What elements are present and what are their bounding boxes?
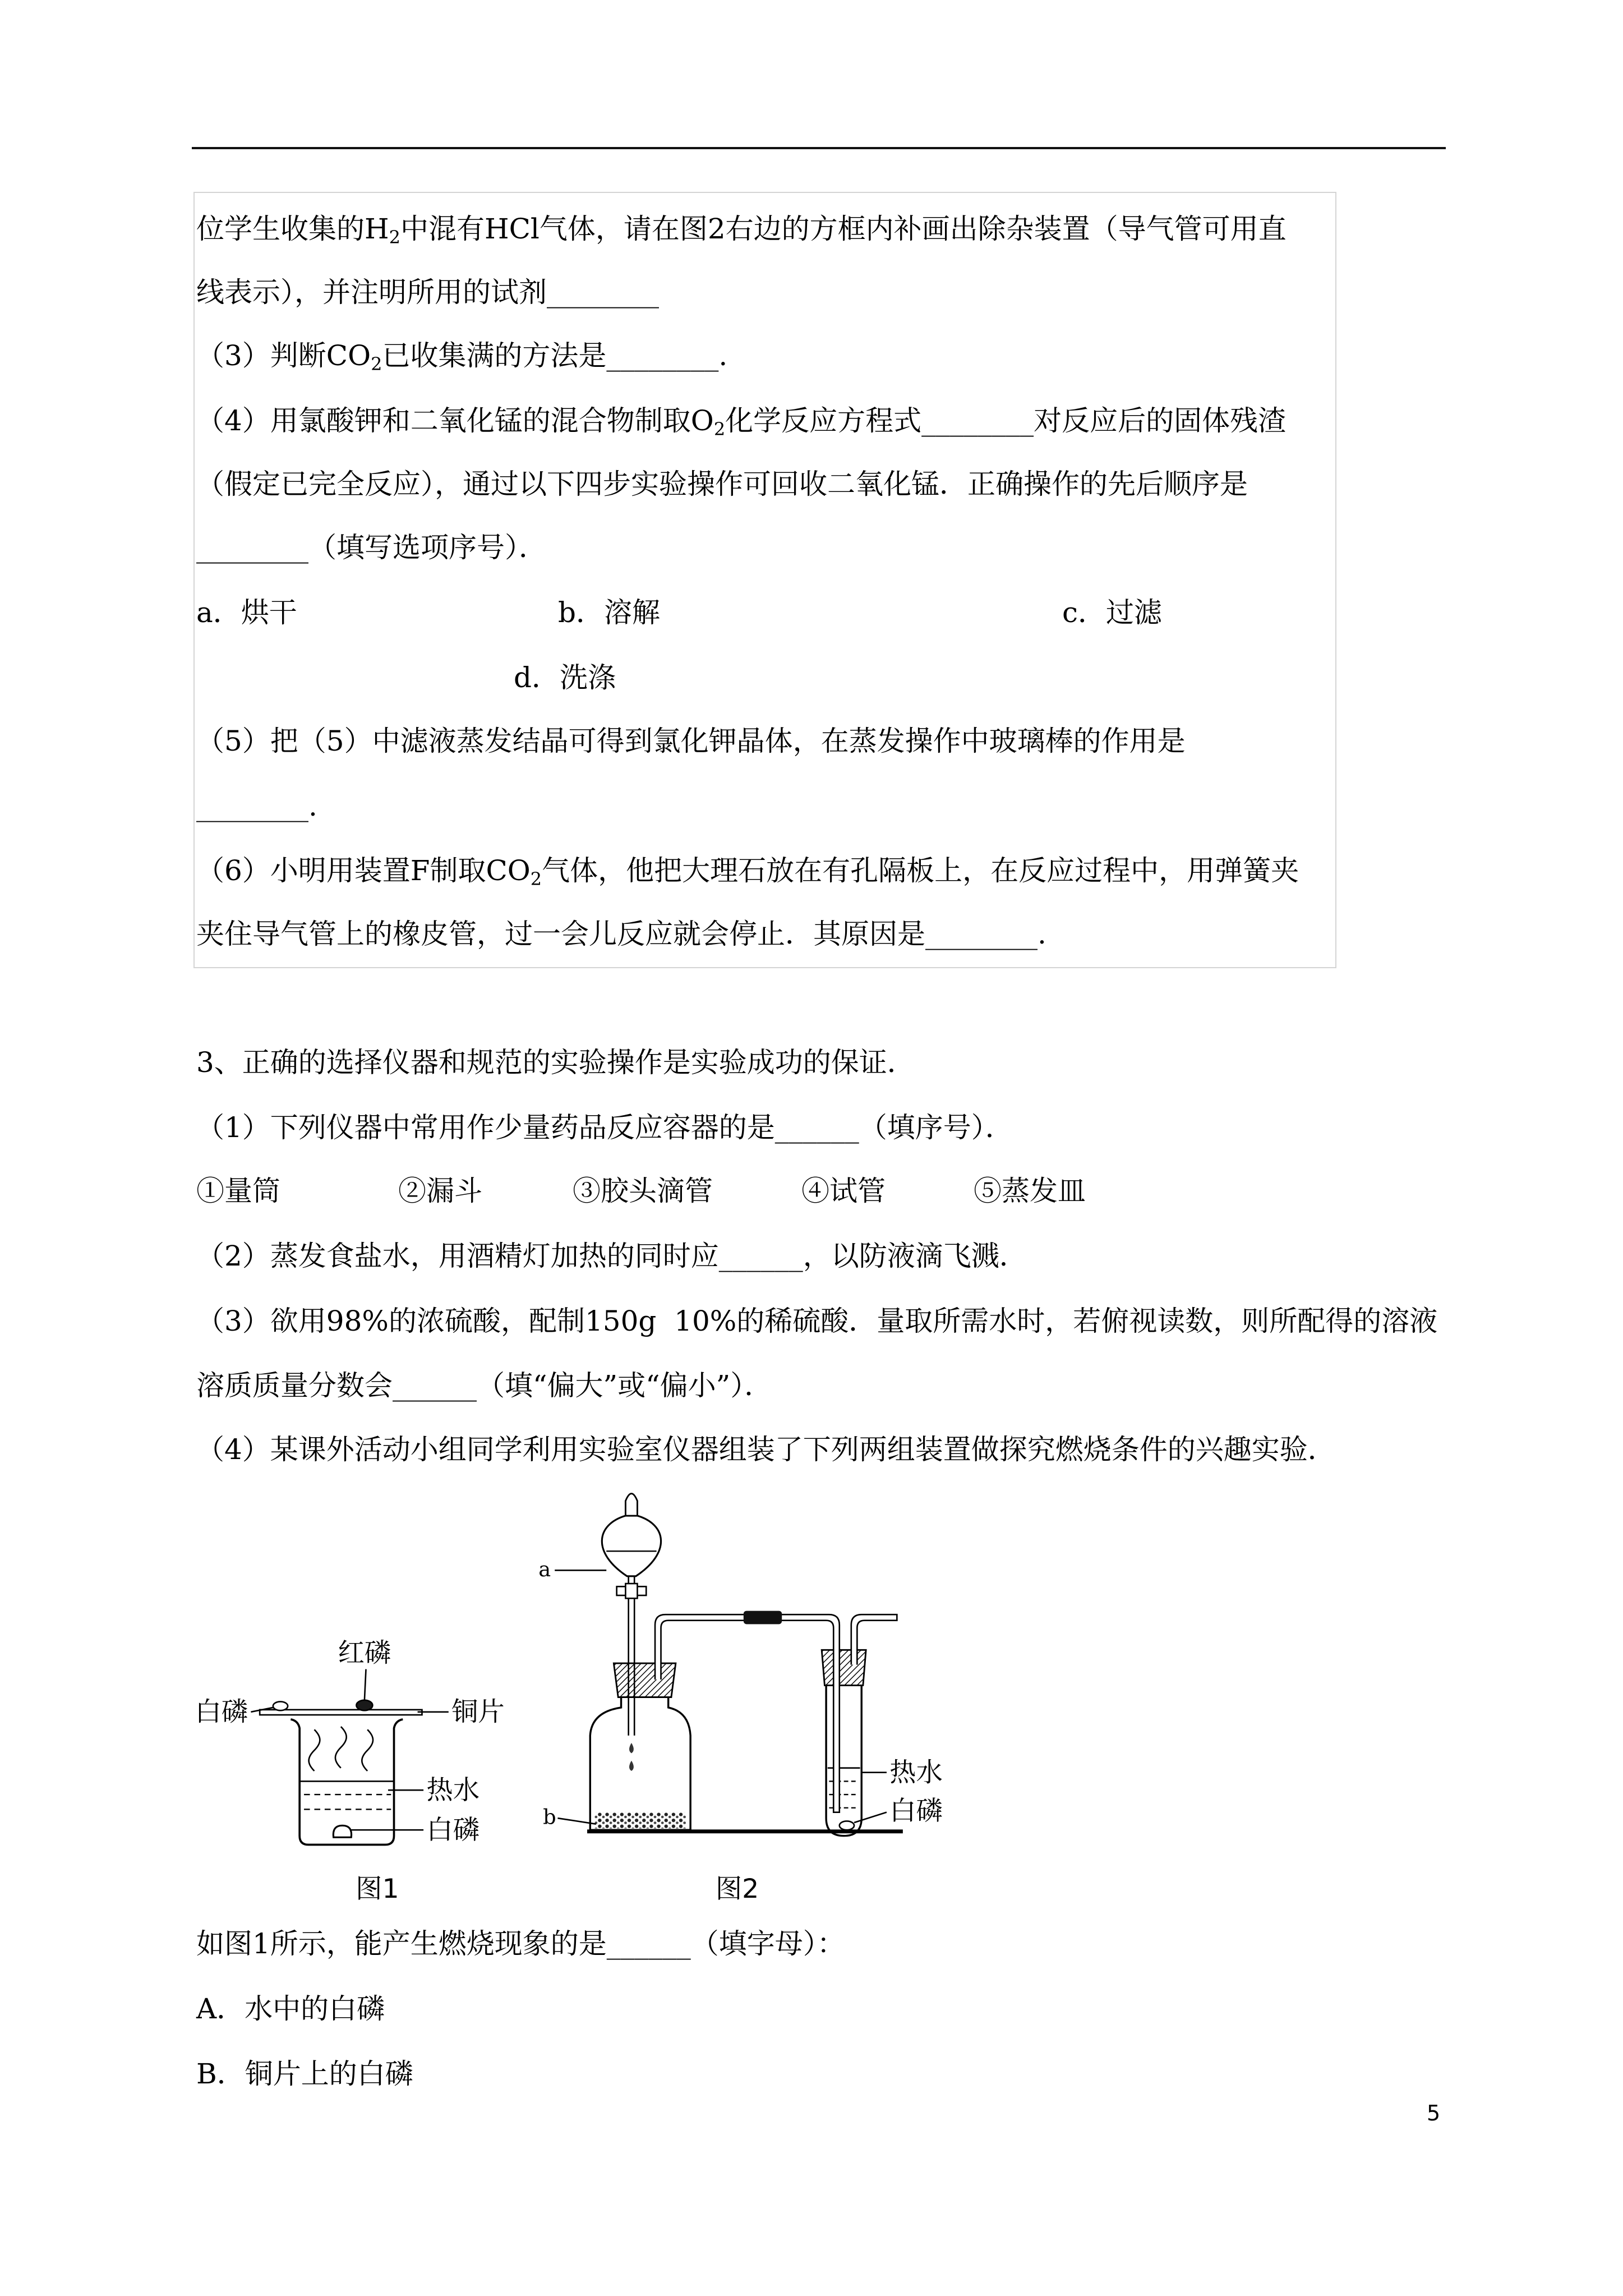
solid-granules: [594, 1812, 686, 1829]
text-segment: 气体，他把大理石放在有孔隔板上，在反应过程中，用弹簧夹: [542, 854, 1299, 887]
instrument-option: ③胶头滴管: [573, 1175, 713, 1207]
box-line-6: ________（填写选项序号）．: [196, 531, 547, 564]
option-c: c．过滤: [1062, 596, 1163, 629]
option-a: a．烘干: [196, 596, 297, 629]
subscript: 2: [389, 227, 400, 248]
label-b: b: [543, 1805, 556, 1829]
subscript: 2: [530, 868, 542, 890]
figure-2: [538, 1494, 943, 1905]
label-white-phosphorus: 白磷: [889, 1795, 943, 1826]
label-white-phosphorus-plate: 白磷: [195, 1696, 248, 1728]
figure-1-caption: 图1: [356, 1874, 399, 1905]
box-line-12: 夹住导气管上的橡皮管，过一会儿反应就会停止．其原因是________.: [196, 918, 1046, 950]
label-white-phosphorus-water: 白磷: [426, 1814, 480, 1846]
text-segment: （6）小明用装置F制取CO: [196, 854, 531, 887]
option-d: d．洗涤: [514, 661, 616, 694]
figure-2-caption: 图2: [715, 1874, 759, 1905]
instrument-option: ①量筒: [196, 1175, 280, 1207]
text-segment: 位学生收集的H: [196, 213, 389, 245]
header-rule: [192, 147, 1446, 149]
choice-b: B．铜片上的白磷: [196, 2058, 413, 2090]
vapor-curve: [335, 1727, 347, 1768]
question-3-part-1: （1）下列仪器中常用作少量药品反应容器的是______（填序号）．: [196, 1111, 1013, 1144]
rubber-tube-connector: [744, 1611, 782, 1625]
page-number: 5: [1427, 2101, 1441, 2125]
choice-a: A．水中的白磷: [196, 1993, 385, 2025]
box-line-1: [196, 212, 1287, 246]
instrument-option: ②漏斗: [398, 1175, 482, 1207]
question-3-part-2: （2）蒸发食盐水，用酒精灯加热的同时应______，以防液滴飞溅．: [196, 1240, 1027, 1272]
vapor-curve: [309, 1729, 320, 1771]
box-line-2: 线表示），并注明所用的试剂________: [196, 276, 659, 309]
box-line-10: ________.: [196, 790, 317, 822]
instrument-option: ④试管: [801, 1175, 886, 1207]
white-phosphorus-on-plate: [273, 1701, 288, 1710]
separatory-funnel-bulb: [602, 1516, 661, 1576]
label-hot-water: 热水: [426, 1774, 480, 1806]
question-3-part-4: （4）某课外活动小组同学利用实验室仪器组装了下列两组装置做探究燃烧条件的兴趣实验．: [196, 1433, 1336, 1466]
question-3-part-3-line-1: （3）欲用98%的浓硫酸，配制150g 10%的稀硫酸．量取所需水时，若俯视读数，则所配得的溶液: [196, 1305, 1438, 1337]
question-3-title: 3、正确的选择仪器和规范的实验操作是实验成功的保证．: [196, 1046, 915, 1079]
question-3-part-3-line-2: 溶质质量分数会______（填“偏大”或“偏小”）．: [196, 1369, 773, 1402]
white-phosphorus-in-test-tube: [840, 1821, 854, 1830]
figure-1: [195, 1637, 504, 1904]
box-line-9: （5）把（5）中滤液蒸发结晶可得到氯化钾晶体，在蒸发操作中玻璃棒的作用是: [196, 725, 1186, 757]
label-copper-plate: 铜片: [451, 1696, 505, 1728]
subscript: 2: [371, 353, 382, 375]
label-red-phosphorus: 红磷: [338, 1637, 391, 1669]
red-phosphorus: [356, 1700, 372, 1710]
white-phosphorus-in-water: [333, 1825, 351, 1837]
box-line-3: [196, 339, 728, 375]
vapor-curve: [362, 1729, 373, 1771]
test-tube-rubber-stopper: [822, 1650, 866, 1685]
combustion-experiment-figures: [192, 1476, 959, 1918]
label-hot-water: 热水: [889, 1757, 943, 1788]
text-segment: （4）用氯酸钾和二氧化锰的混合物制取O: [196, 404, 714, 437]
instrument-option: ⑤蒸发皿: [974, 1175, 1086, 1207]
label-a: a: [538, 1557, 551, 1581]
option-b: b．溶解: [558, 596, 661, 629]
wide-mouth-bottle: [590, 1697, 690, 1830]
question-3-part-4-prompt: 如图1所示，能产生燃烧现象的是______（填字母）：: [196, 1927, 845, 1960]
leader-line: [365, 1669, 366, 1700]
text-segment: 中混有HCl气体，请在图2右边的方框内补画出除杂装置（导气管可用直: [400, 213, 1287, 245]
text-segment: 化学反应方程式________对反应后的固体残渣: [725, 404, 1287, 437]
bottle-rubber-stopper: [614, 1663, 675, 1697]
text-segment: （3）判断CO: [196, 339, 371, 372]
box-line-11: [196, 854, 1299, 890]
box-line-5: （假定已完全反应），通过以下四步实验操作可回收二氧化锰．正确操作的先后顺序是: [196, 468, 1248, 500]
funnel-stopper: [625, 1494, 637, 1516]
box-line-4: [196, 404, 1286, 438]
stopcock-barrel: [625, 1584, 637, 1598]
test-tube: [826, 1685, 861, 1835]
text-segment: 已收集满的方法是________.: [382, 339, 728, 372]
subscript: 2: [713, 418, 726, 440]
